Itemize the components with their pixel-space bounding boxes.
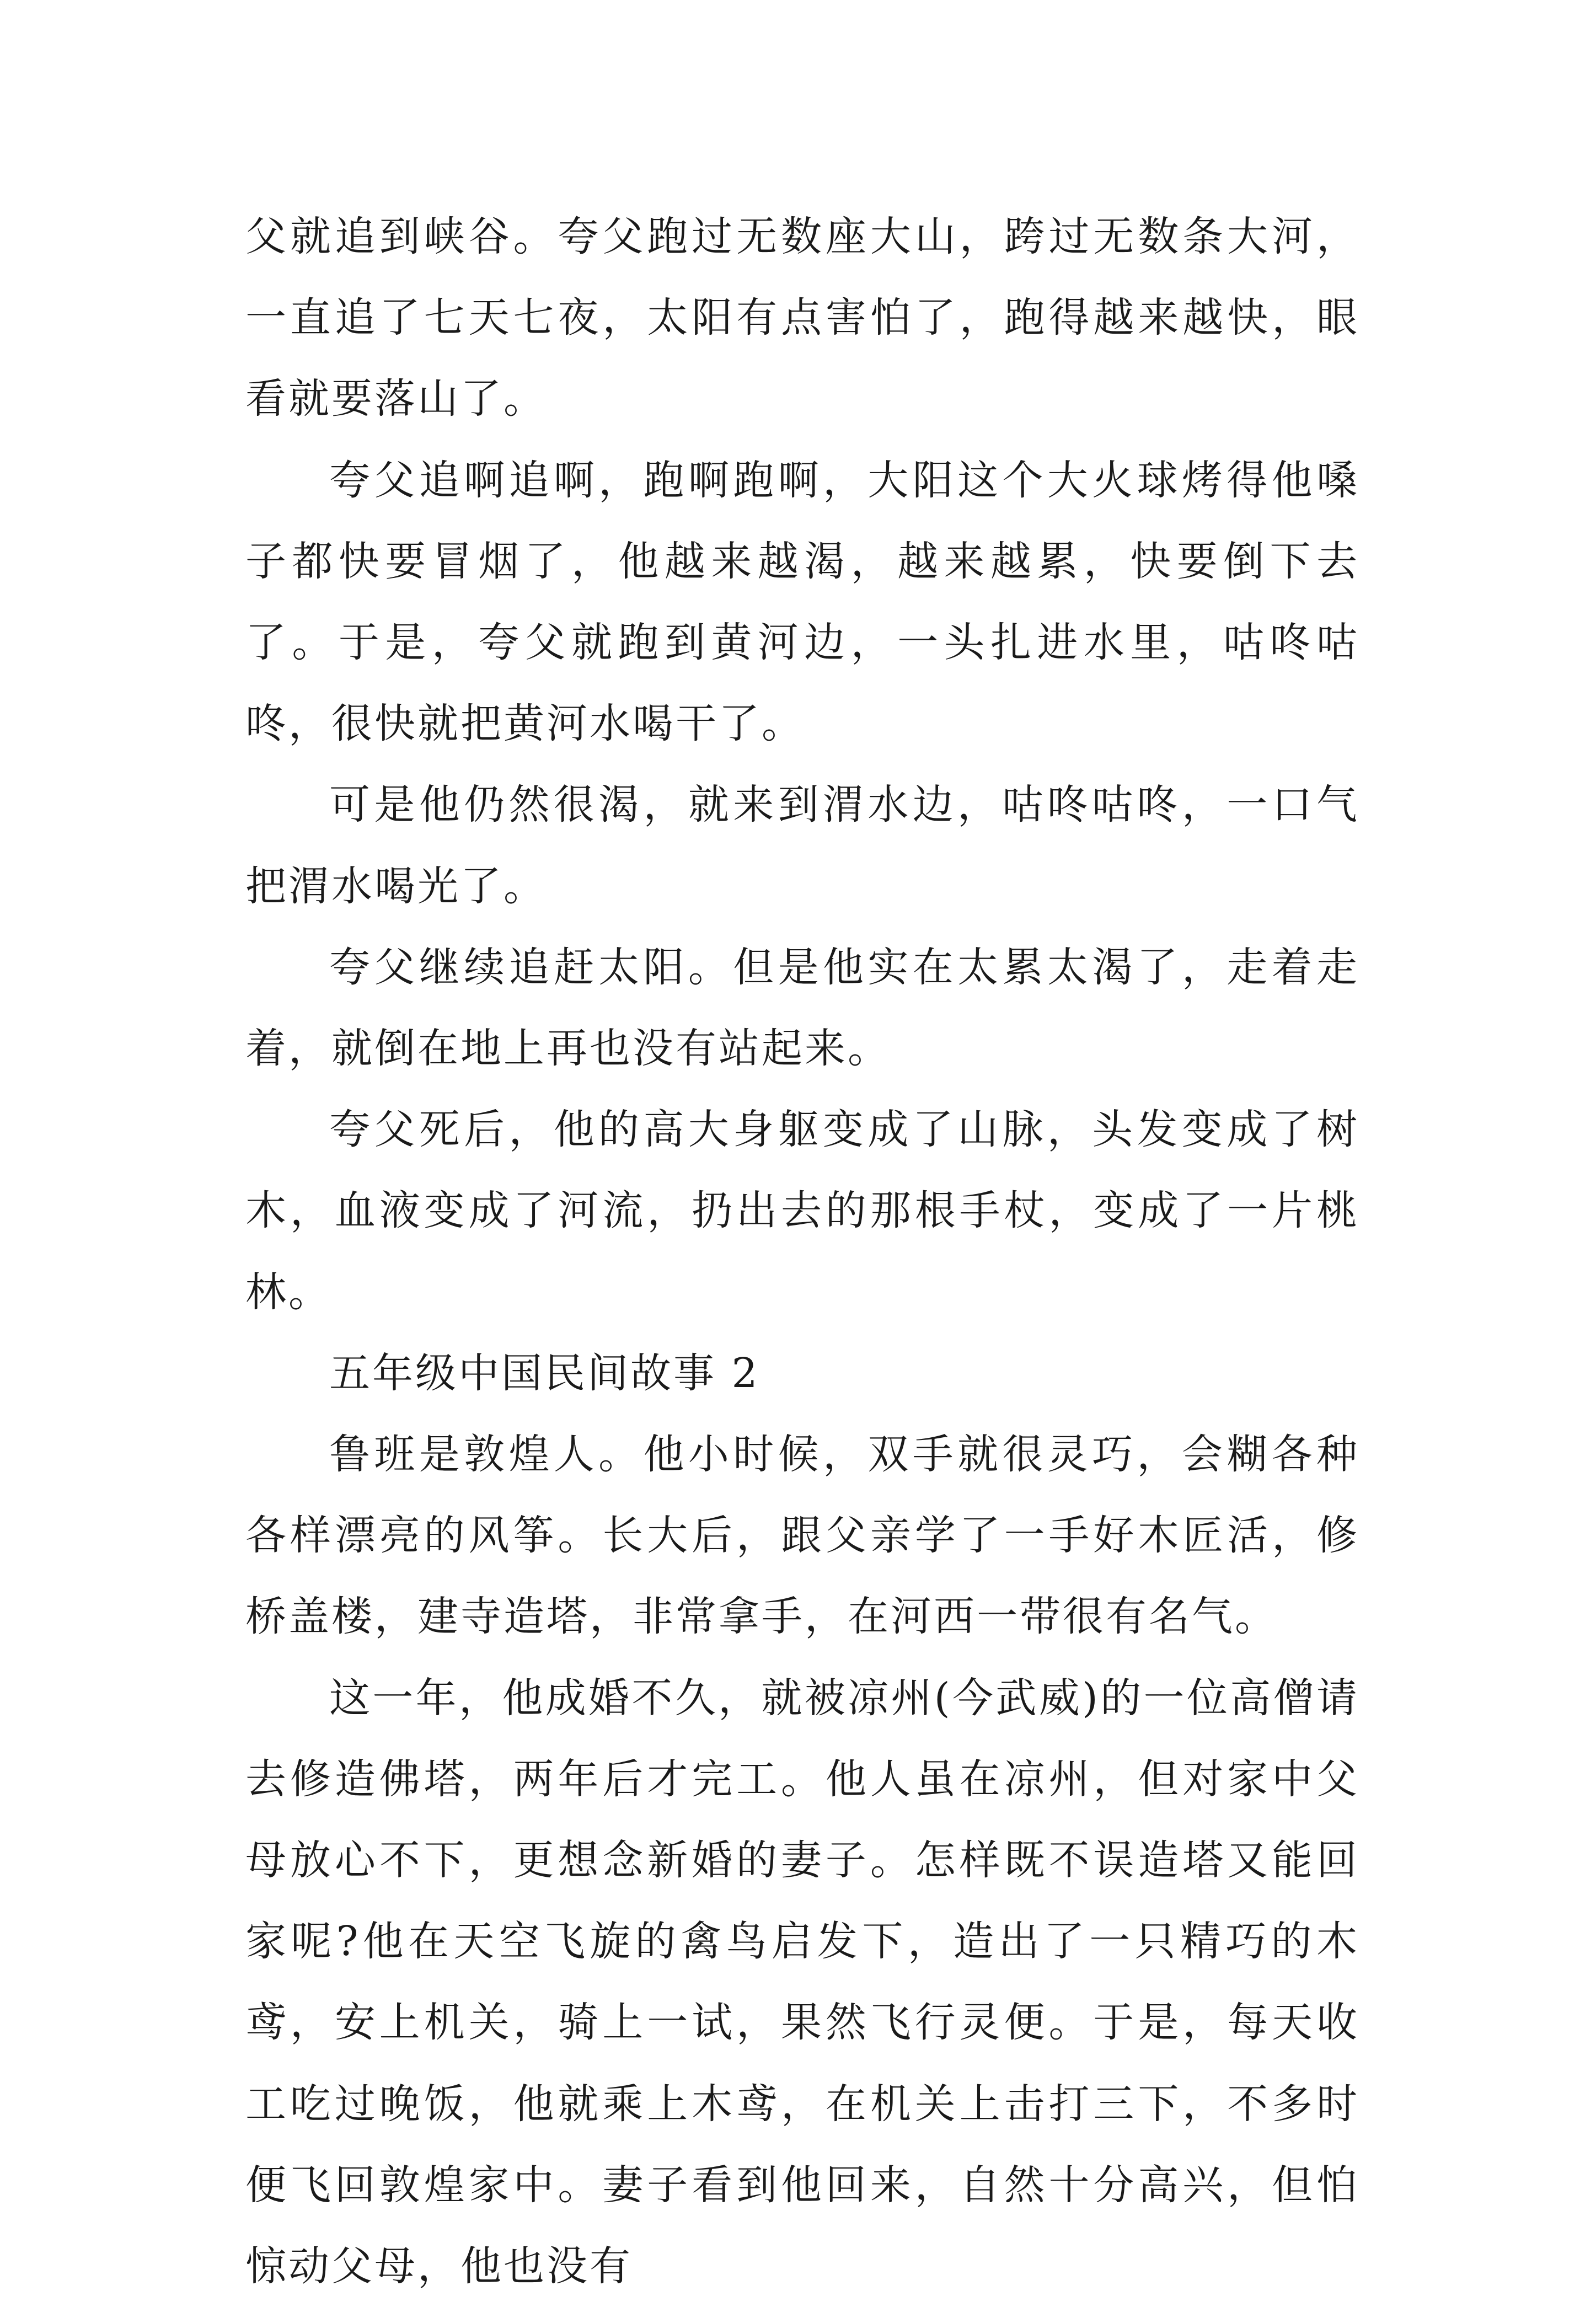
section-heading: 五年级中国民间故事 2 — [329, 1349, 760, 1397]
paragraph-5: 夸父死后，他的高大身躯变成了山脉，头发变成了树木，血液变成了河流，扔出去的那根手杖，变成了一片桃林。 — [245, 1106, 1359, 1316]
paragraph-1: 父就追到峡谷。夸父跑过无数座大山，跨过无数条大河，一直追了七天七夜，太阳有点害怕了，跑得越来越快，眼看就要落山了。 — [245, 213, 1359, 423]
paragraph-6: 鲁班是敦煌人。他小时候，双手就很灵巧，会糊各种各样漂亮的风筝。长大后，跟父亲学了一手好木匠活，修桥盖楼，建寺造塔，非常拿手，在河西一带很有名气。 — [245, 1431, 1359, 1641]
document-body — [245, 196, 1359, 2307]
paragraph-3: 可是他仍然很渴，就来到渭水边，咕咚咕咚，一口气把渭水喝光了。 — [245, 781, 1359, 910]
paragraph-2: 夸父追啊追啊，跑啊跑啊，大阳这个大火球烤得他嗓子都快要冒烟了，他越来越渴，越来越累，快要倒下去了。于是，夸父就跑到黄河边，一头扎进水里，咕咚咕咚，很快就把黄河水喝干了。 — [245, 456, 1359, 748]
paragraph-4: 夸父继续追赶太阳。但是他实在太累太渴了，走着走着，就倒在地上再也没有站起来。 — [245, 943, 1359, 1073]
paragraph-7: 这一年，他成婚不久，就被凉州(今武威)的一位高僧请去修造佛塔，两年后才完工。他人虽在凉州，但对家中父母放心不下，更想念新婚的妻子。怎样既不误造塔又能回家呢?他在天空飞旋的禽鸟启发下，造出了一只精巧的木鸢，安上机关，骑上一试，果然飞行灵便。于是，每天收工吃过晚饭，他就乘上木鸢，在机关上击打三下，不多时便飞回敦煌家中。妻子看到他回来，自然十分高兴，但怕惊动父母，他也没有 — [245, 1674, 1359, 2290]
